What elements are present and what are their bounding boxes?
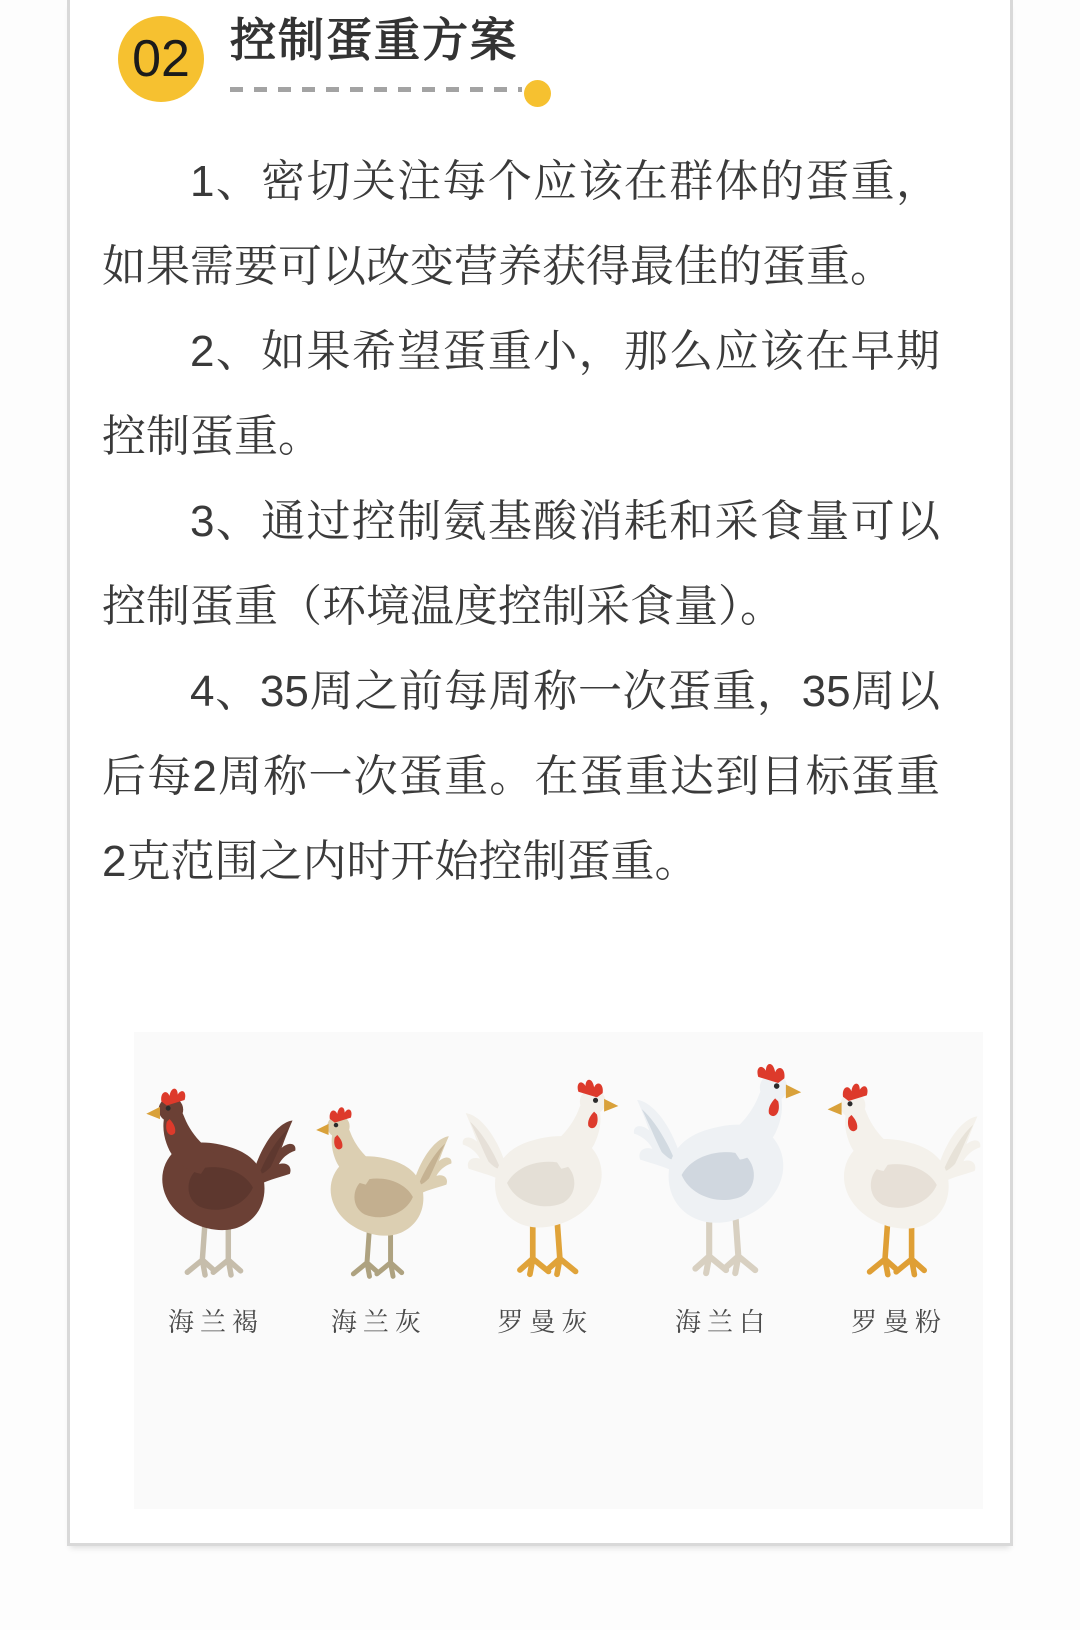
title-block xyxy=(230,15,551,103)
content-card xyxy=(67,0,1013,1546)
chicken-label: 罗曼灰 xyxy=(497,1306,594,1337)
paragraph-1: 1、密切关注每个应该在群体的蛋重，如果需要可以改变营养获得最佳的蛋重。 xyxy=(102,156,940,291)
chicken-image xyxy=(631,1060,815,1290)
chicken-grid xyxy=(134,1032,983,1509)
section-number: 02 xyxy=(132,29,190,88)
paragraph-3: 3、通过控制氨基酸消耗和采食量可以控制蛋重（环境温度控制采食量）。 xyxy=(102,496,940,631)
chicken-label: 海兰白 xyxy=(674,1306,771,1337)
paragraph-4: 4、35周之前每周称一次蛋重，35周以后每2周称一次蛋重。在蛋重达到目标蛋重2克范围之内时开始控制蛋重。 xyxy=(102,666,940,886)
title-underline-dot xyxy=(524,80,551,107)
chicken-label: 海兰灰 xyxy=(330,1306,427,1337)
page-title: 控制蛋重方案 xyxy=(230,14,518,66)
section-number-badge xyxy=(118,16,204,102)
chicken-figure xyxy=(631,1032,815,1509)
chicken-image xyxy=(134,1085,298,1290)
body-text xyxy=(102,139,940,904)
section-header xyxy=(118,15,980,103)
title-underline xyxy=(230,76,551,103)
chicken-figure xyxy=(134,1032,298,1509)
chicken-label: 罗曼粉 xyxy=(850,1306,947,1337)
chicken-figure xyxy=(298,1032,460,1509)
title-underline-dashes xyxy=(230,87,522,92)
chicken-label: 海兰褐 xyxy=(167,1306,264,1337)
chicken-figure xyxy=(460,1032,631,1509)
chicken-image xyxy=(815,1080,983,1290)
paragraph-2: 2、如果希望蛋重小，那么应该在早期控制蛋重。 xyxy=(102,326,940,461)
chicken-figure xyxy=(815,1032,983,1509)
chicken-image xyxy=(460,1076,631,1290)
chicken-image xyxy=(305,1104,454,1290)
